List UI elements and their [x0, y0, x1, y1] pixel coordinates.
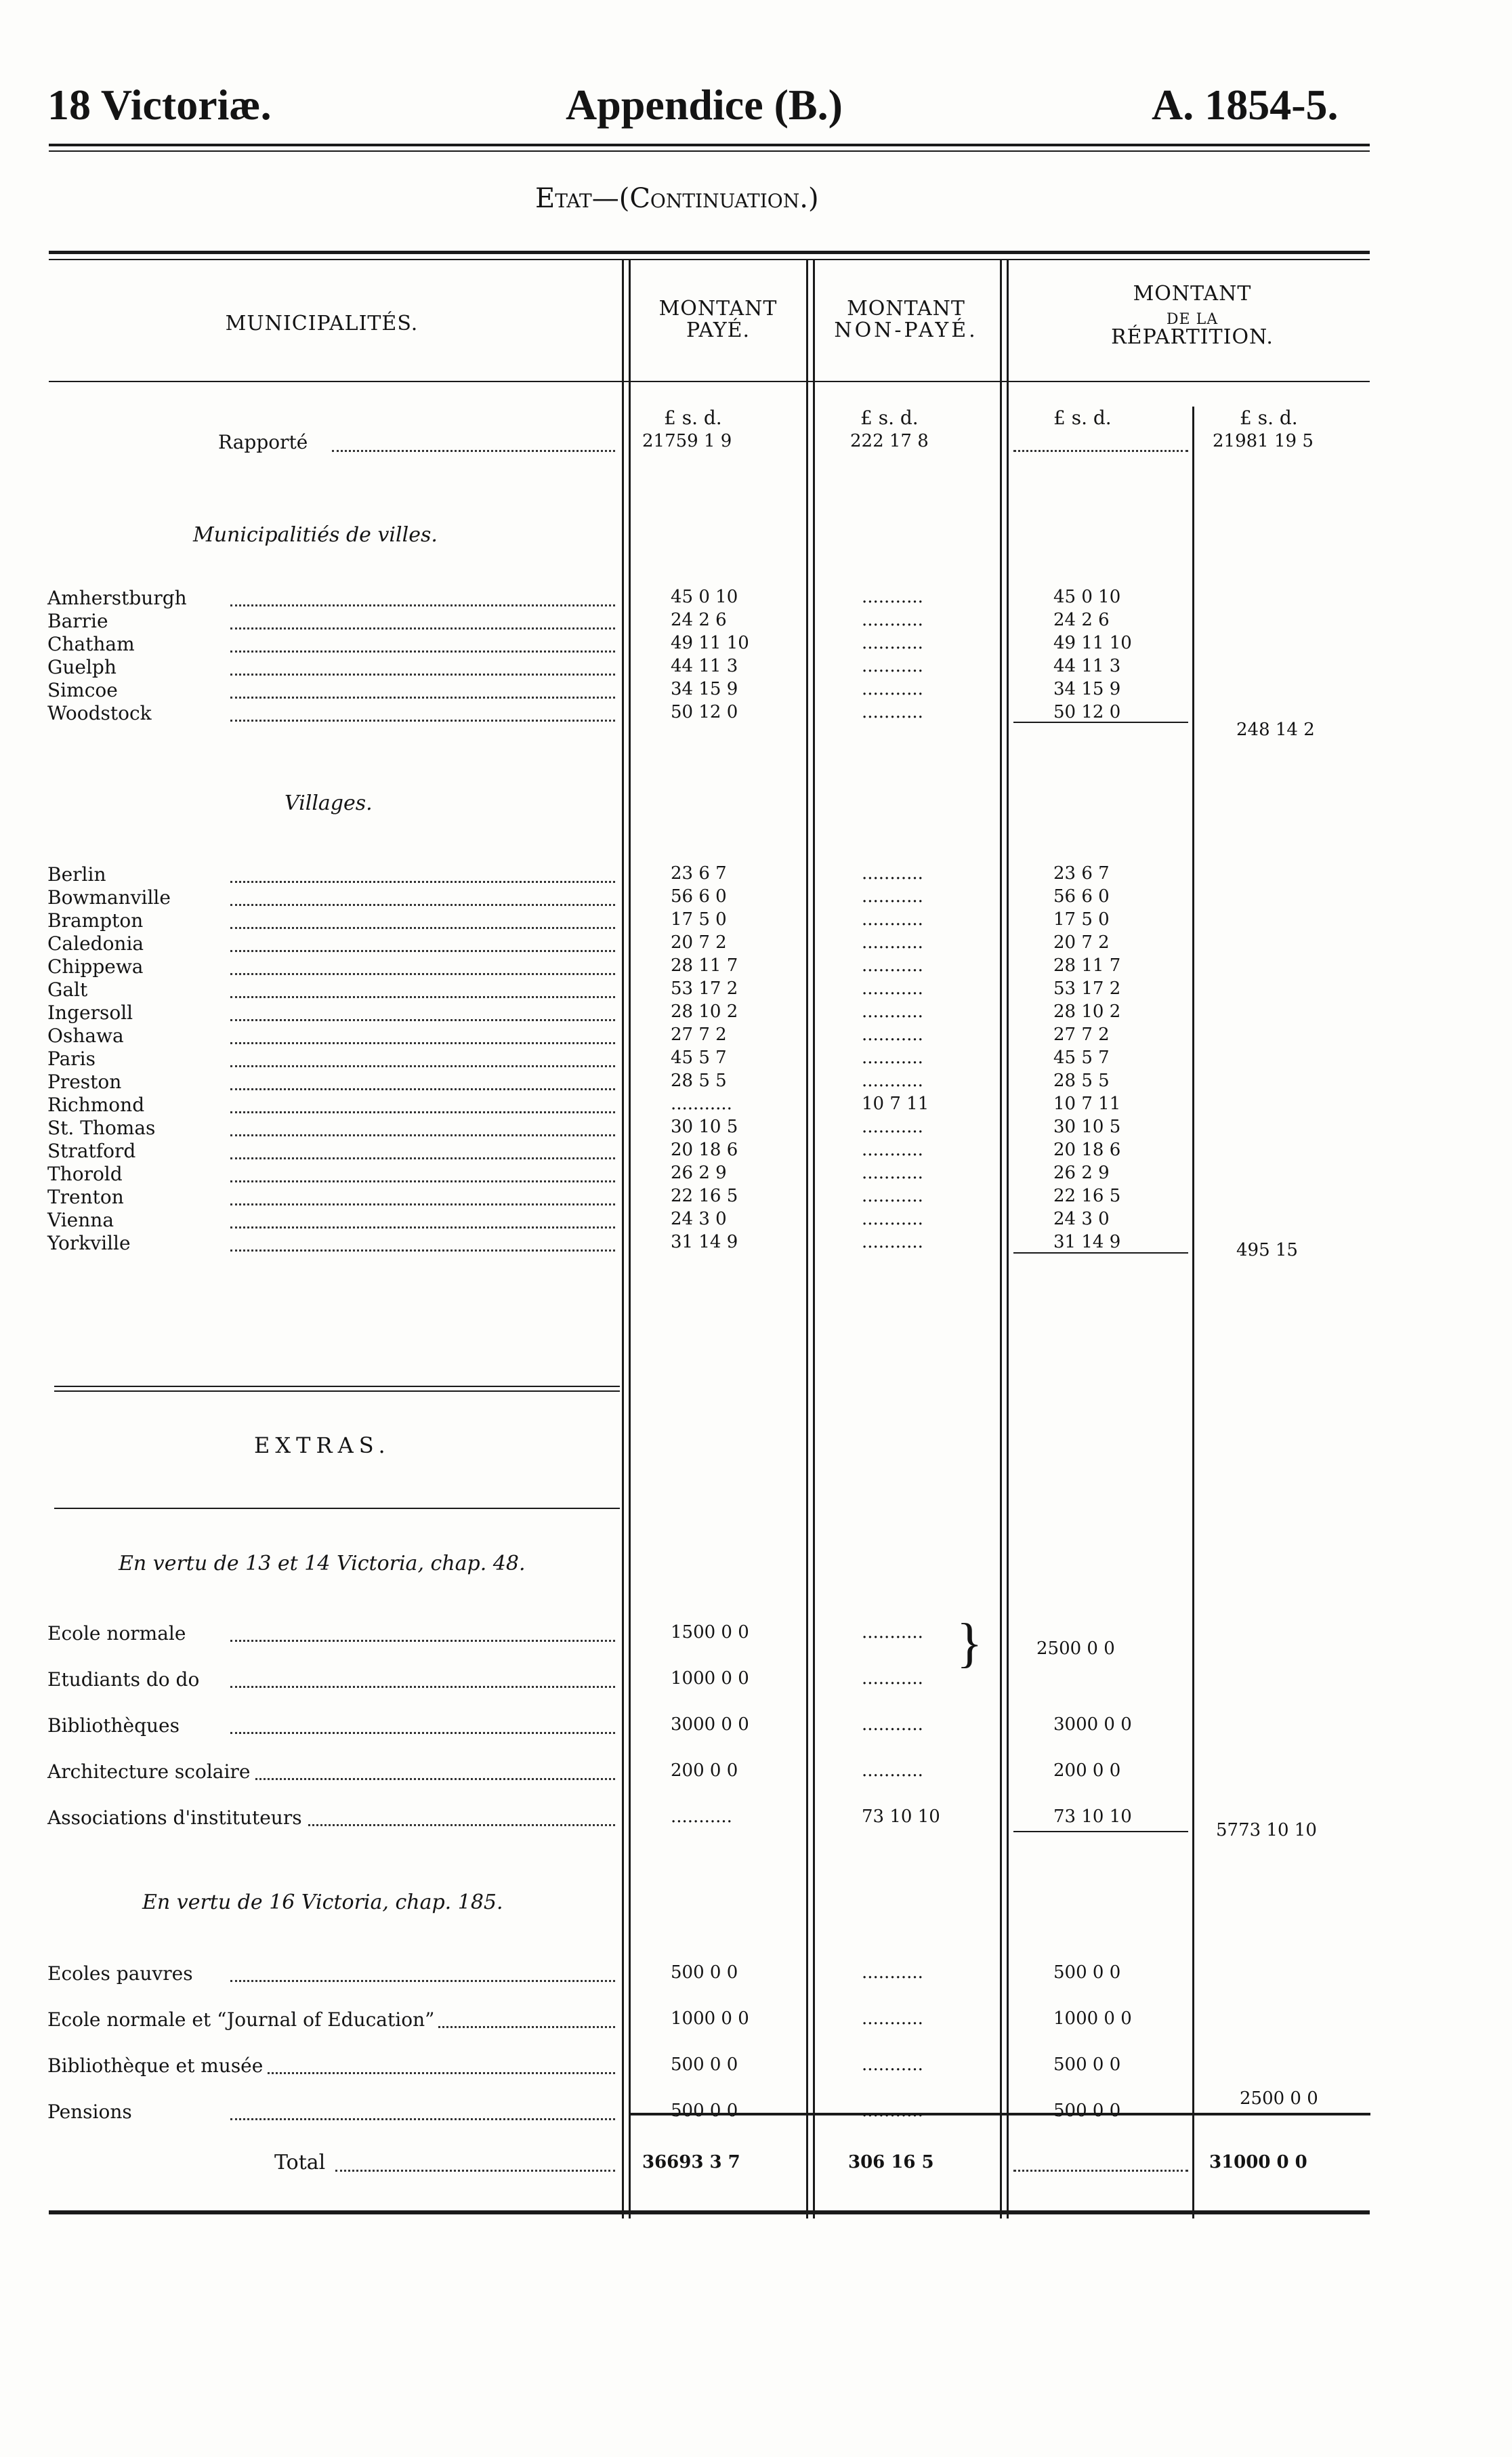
row-nonpaye: ........... [862, 909, 923, 930]
row-nonpaye: ........... [862, 656, 923, 676]
row-repartition: 500 0 0 [1053, 2101, 1121, 2121]
row-paye: 500 0 0 [671, 1962, 738, 1983]
section-villages-title: Villages. [285, 791, 373, 815]
row-paye: 24 3 0 [671, 1209, 727, 1229]
row-paye: 20 7 2 [671, 932, 727, 953]
row-nonpaye: ........... [862, 1117, 923, 1137]
row-repartition: 30 10 5 [1053, 1117, 1121, 1137]
leader-dots [230, 1157, 615, 1159]
row-nonpaye: ........... [862, 1186, 923, 1206]
row-nonpaye: ........... [862, 1668, 923, 1689]
row-name: Brampton [47, 909, 147, 932]
row-name: Berlin [47, 863, 110, 886]
total-grand: 31000 0 0 [1209, 2152, 1307, 2172]
row-nonpaye: ........... [862, 1048, 923, 1068]
leader-dots [230, 1111, 615, 1113]
total-label: Total [274, 2151, 329, 2174]
row-paye: 500 0 0 [671, 2101, 738, 2121]
leader-dots [230, 1640, 615, 1642]
row-name: St. Thomas [47, 1117, 159, 1139]
leader-dots [230, 1732, 615, 1734]
row-nonpaye: ........... [862, 633, 923, 653]
extras-section1-title: En vertu de 13 et 14 Victoria, chap. 48. [119, 1552, 526, 1575]
row-name: Associations d'instituteurs [47, 1806, 306, 1829]
extras-top-rule [54, 1386, 620, 1387]
row-repartition: 31 14 9 [1053, 1232, 1121, 1252]
row-name: Bowmanville [47, 886, 175, 909]
units-total: £ s. d. [1240, 407, 1298, 429]
row-name: Ecole normale et “Journal of Education” [47, 2008, 438, 2031]
row-repartition: 10 7 11 [1053, 1094, 1121, 1114]
row-nonpaye: ........... [862, 587, 923, 607]
row-name: Simcoe [47, 679, 122, 701]
col-head-nonpaye-1: MONTANT [847, 297, 965, 321]
row-paye: 28 11 7 [671, 955, 738, 976]
col-divider-1 [622, 260, 624, 2218]
leader-dots [230, 973, 615, 975]
row-paye: 20 18 6 [671, 1140, 738, 1160]
row-paye: 1500 0 0 [671, 1622, 749, 1643]
row-nonpaye: ........... [862, 610, 923, 630]
col-divider-2b [813, 260, 815, 2218]
row-paye: 56 6 0 [671, 886, 727, 907]
leader-dots [230, 651, 615, 653]
row-name: Bibliothèques [47, 1714, 184, 1737]
row-repartition: 44 11 3 [1053, 656, 1121, 676]
row-paye: 28 10 2 [671, 1002, 738, 1022]
row-repartition: 20 18 6 [1053, 1140, 1121, 1160]
extras-section2-title: En vertu de 16 Victoria, chap. 185. [142, 1891, 503, 1914]
row-repartition: 26 2 9 [1053, 1163, 1110, 1183]
row-nonpaye: ........... [862, 955, 923, 976]
row-name: Bibliothèque et musée [47, 2055, 267, 2077]
units-repartition: £ s. d. [1053, 407, 1112, 429]
row-name: Ecoles pauvres [47, 1962, 197, 1985]
leader-dots [230, 1088, 615, 1090]
row-name: Chatham [47, 633, 139, 655]
row-name: Vienna [47, 1209, 118, 1231]
row-nonpaye: ........... [862, 978, 923, 999]
extras-section2-subtotal: 2500 0 0 [1240, 2088, 1318, 2109]
row-nonpaye: ........... [862, 1714, 923, 1735]
units-paye: £ s. d. [664, 407, 722, 429]
row-repartition: 53 17 2 [1053, 978, 1121, 999]
rapporte-nonpaye: 222 17 8 [850, 431, 929, 451]
row-nonpaye: ........... [862, 932, 923, 953]
row-paye: 1000 0 0 [671, 1668, 749, 1689]
row-name: Etudiants do do [47, 1668, 203, 1691]
col-divider-3 [1000, 260, 1002, 2218]
row-repartition: 28 11 7 [1053, 955, 1121, 976]
row-nonpaye: 73 10 10 [862, 1806, 940, 1827]
leader-dots [230, 1686, 615, 1688]
row-repartition: 200 0 0 [1053, 1760, 1121, 1781]
row-name: Yorkville [47, 1232, 135, 1254]
row-nonpaye: ........... [862, 1622, 923, 1643]
units-nonpaye: £ s. d. [860, 407, 919, 429]
leader-dots [1013, 450, 1188, 452]
row-repartition: 50 12 0 [1053, 702, 1121, 722]
leader-dots [230, 720, 615, 722]
row-paye: 1000 0 0 [671, 2008, 749, 2029]
row-name: Pensions [47, 2101, 136, 2123]
row-nonpaye: 10 7 11 [862, 1094, 929, 1114]
row-paye: ........... [671, 1094, 732, 1114]
leader-dots [230, 627, 615, 629]
table-bottom-rule [49, 2210, 1370, 2214]
table-top-rule [49, 251, 1370, 254]
row-repartition: 500 0 0 [1053, 2055, 1121, 2075]
row-paye: 30 10 5 [671, 1117, 738, 1137]
header-rule [49, 144, 1370, 146]
col-divider-3b [1007, 260, 1009, 2218]
col-head-paye-1: MONTANT [658, 297, 778, 321]
row-name: Woodstock [47, 702, 156, 724]
villes-subtotal: 248 14 2 [1236, 720, 1315, 740]
row-paye: 26 2 9 [671, 1163, 727, 1183]
row-name: Richmond [47, 1094, 148, 1116]
row-repartition: 45 5 7 [1053, 1048, 1110, 1068]
row-repartition: 22 16 5 [1053, 1186, 1121, 1206]
row-nonpaye: ........... [862, 1002, 923, 1022]
row-paye: ........... [671, 1806, 732, 1827]
row-nonpaye: ........... [862, 2008, 923, 2029]
header-rule-thin [49, 150, 1370, 152]
row-paye: 22 16 5 [671, 1186, 738, 1206]
row-repartition: 49 11 10 [1053, 633, 1132, 653]
row-nonpaye: ........... [862, 2101, 923, 2121]
col-divider-1b [629, 260, 631, 2218]
leader-dots [230, 1065, 615, 1067]
row-nonpaye: ........... [862, 1140, 923, 1160]
leader-dots [335, 2170, 615, 2172]
villages-subtotal: 495 15 [1236, 1240, 1298, 1260]
right-brace: } [957, 1613, 983, 1673]
row-paye: 23 6 7 [671, 863, 727, 884]
row-repartition: 24 3 0 [1053, 1209, 1110, 1229]
row-nonpaye: ........... [862, 1760, 923, 1781]
row-name: Paris [47, 1048, 100, 1070]
row-nonpaye: ........... [862, 1071, 923, 1091]
table-top-rule-thin [49, 259, 1370, 260]
leader-dots [230, 1980, 615, 1982]
leader-dots [230, 1226, 615, 1228]
leader-dots [230, 697, 615, 699]
leader-dots [230, 1250, 615, 1252]
leader-dots [230, 2072, 615, 2074]
row-repartition: 28 10 2 [1053, 1002, 1121, 1022]
rapporte-label: Rapporté [218, 431, 312, 453]
leader-dots [230, 1042, 615, 1044]
row-repartition: 24 2 6 [1053, 610, 1110, 630]
total-paye: 36693 3 7 [642, 2152, 740, 2172]
header-bottom-rule [49, 381, 1370, 382]
rapporte-paye: 21759 1 9 [642, 431, 732, 451]
leader-dots [230, 1134, 615, 1136]
villages-subtotal-rule [1013, 1252, 1188, 1254]
row-repartition: 23 6 7 [1053, 863, 1110, 884]
row-name: Galt [47, 978, 91, 1001]
extras-bracket-repartition: 2500 0 0 [1036, 1638, 1115, 1659]
row-paye: 49 11 10 [671, 633, 749, 653]
row-repartition: 1000 0 0 [1053, 2008, 1132, 2029]
row-paye: 31 14 9 [671, 1232, 738, 1252]
row-name: Thorold [47, 1163, 127, 1185]
row-repartition: 28 5 5 [1053, 1071, 1110, 1091]
row-repartition: 45 0 10 [1053, 587, 1121, 607]
header-session: 18 Victoriæ. [47, 81, 272, 129]
extras-title: EXTRAS. [254, 1432, 391, 1458]
extras-top-rule-thin [54, 1390, 620, 1392]
leader-dots [230, 1019, 615, 1021]
row-nonpaye: ........... [862, 679, 923, 699]
leader-dots [332, 450, 615, 452]
row-paye: 200 0 0 [671, 1760, 738, 1781]
row-repartition: 17 5 0 [1053, 909, 1110, 930]
row-repartition: 500 0 0 [1053, 1962, 1121, 1983]
row-paye: 28 5 5 [671, 1071, 727, 1091]
row-nonpaye: ........... [862, 702, 923, 722]
leader-dots [230, 904, 615, 906]
leader-dots [230, 996, 615, 998]
header-appendix: Appendice (B.) [566, 81, 843, 129]
row-name: Trenton [47, 1186, 128, 1208]
row-paye: 53 17 2 [671, 978, 738, 999]
row-name: Guelph [47, 656, 121, 678]
col-head-nonpaye-2: NON-PAYÉ. [834, 318, 978, 342]
extras1-subtotal-rule [1013, 1831, 1188, 1832]
row-name: Architecture scolaire [47, 1760, 254, 1783]
leader-dots [1013, 2170, 1188, 2172]
col-head-municipalites: MUNICIPALITÉS. [225, 312, 419, 335]
leader-dots [230, 1203, 615, 1205]
extras-title-rule [54, 1508, 620, 1509]
row-paye: 34 15 9 [671, 679, 738, 699]
col-divider-4 [1192, 407, 1194, 2218]
row-name: Ecole normale [47, 1622, 190, 1645]
col-divider-2 [806, 260, 808, 2218]
row-name: Oshawa [47, 1025, 128, 1047]
row-nonpaye: ........... [862, 1163, 923, 1183]
row-nonpaye: ........... [862, 1025, 923, 1045]
row-nonpaye: ........... [862, 2055, 923, 2075]
row-paye: 24 2 6 [671, 610, 727, 630]
leader-dots [230, 927, 615, 929]
row-paye: 45 0 10 [671, 587, 738, 607]
leader-dots [230, 674, 615, 676]
row-repartition: 20 7 2 [1053, 932, 1110, 953]
row-paye: 500 0 0 [671, 2055, 738, 2075]
leader-dots [230, 1180, 615, 1182]
total-top-rule [629, 2113, 1370, 2115]
row-name: Stratford [47, 1140, 140, 1162]
extras-section1-subtotal: 5773 10 10 [1216, 1820, 1317, 1840]
row-nonpaye: ........... [862, 886, 923, 907]
row-repartition: 3000 0 0 [1053, 1714, 1132, 1735]
row-paye: 27 7 2 [671, 1025, 727, 1045]
row-repartition: 73 10 10 [1053, 1806, 1132, 1827]
leader-dots [230, 881, 615, 883]
row-nonpaye: ........... [862, 863, 923, 884]
subtitle: Etat—(Continuation.) [535, 183, 819, 214]
row-repartition: 34 15 9 [1053, 679, 1121, 699]
section-villes-title: Municipalitiés de villes. [193, 523, 438, 547]
row-paye: 3000 0 0 [671, 1714, 749, 1735]
row-paye: 45 5 7 [671, 1048, 727, 1068]
row-name: Caledonia [47, 932, 148, 955]
row-nonpaye: ........... [862, 1209, 923, 1229]
total-nonpaye: 306 16 5 [848, 2152, 934, 2172]
col-head-repartition-2: DE LA [1166, 311, 1219, 328]
row-paye: 44 11 3 [671, 656, 738, 676]
row-name: Amherstburgh [47, 587, 191, 609]
row-repartition: 27 7 2 [1053, 1025, 1110, 1045]
row-repartition: 56 6 0 [1053, 886, 1110, 907]
leader-dots [230, 950, 615, 952]
col-head-repartition-3: RÉPARTITION. [1111, 325, 1274, 349]
row-name: Barrie [47, 610, 112, 632]
col-head-repartition-1: MONTANT [1133, 282, 1252, 306]
row-paye: 17 5 0 [671, 909, 727, 930]
row-nonpaye: ........... [862, 1962, 923, 1983]
header-year: A. 1854-5. [1152, 81, 1339, 129]
leader-dots [230, 604, 615, 606]
row-name: Ingersoll [47, 1002, 137, 1024]
row-paye: 50 12 0 [671, 702, 738, 722]
col-head-paye-2: PAYÉ. [686, 318, 751, 342]
rapporte-total: 21981 19 5 [1213, 431, 1314, 451]
row-name: Preston [47, 1071, 125, 1093]
leader-dots [230, 1778, 615, 1780]
row-name: Chippewa [47, 955, 148, 978]
row-nonpaye: ........... [862, 1232, 923, 1252]
leader-dots [230, 2118, 615, 2120]
